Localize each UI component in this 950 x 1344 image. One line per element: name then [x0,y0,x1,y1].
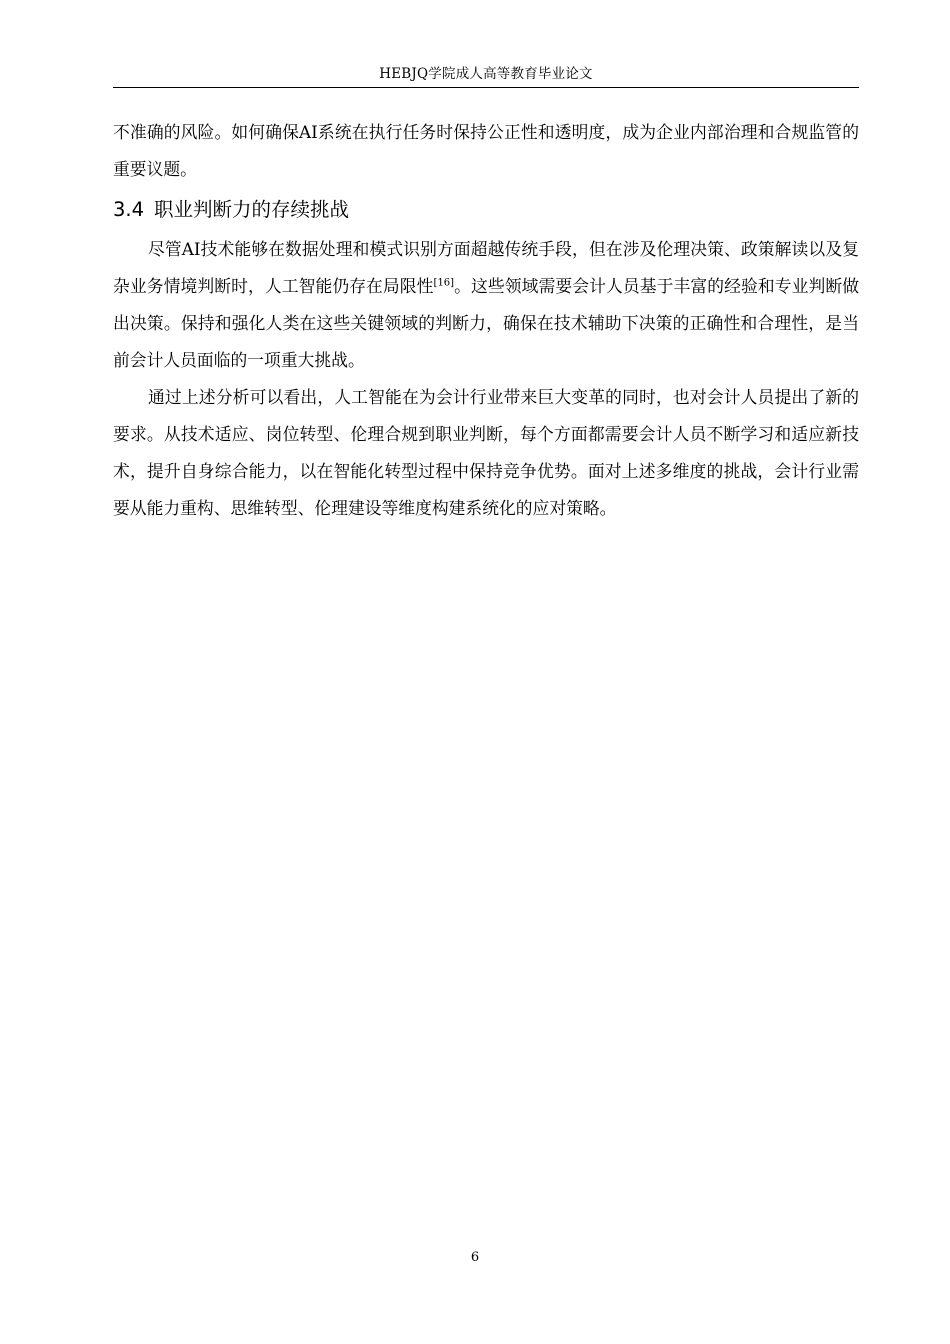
section-heading [113,192,859,228]
page-number: 6 [470,1250,480,1265]
body-text [113,114,859,527]
paragraph-text: 尽管AI技术能够在数据处理和模式识别方面超越传统手段，但在涉及伦理决策、政策解读以及复杂业务情境判断时，人工智能仍存在局限性 [113,239,859,296]
paragraph-judgment-limits [113,231,859,379]
running-header: HEBJQ学院成人高等教育毕业论文 [379,66,593,82]
section-title: 职业判断力的存续挑战 [154,198,350,221]
section-number: 3.4 [113,198,145,221]
citation-reference: [16] [433,277,455,289]
paragraph-summary: 通过上述分析可以看出，人工智能在为会计行业带来巨大变革的同时，也对会计人员提出了新的要求。从技术适应、岗位转型、伦理合规到职业判断，每个方面都需要会计人员不断学习和适应新技术，提升自身综合能力，以在智能化转型过程中保持竞争优势。面对上述多维度的挑战，会计行业需要从能力重构、思维转型、伦理建设等维度构建系统化的应对策略。 [113,387,859,518]
paragraph-text: 。这些领域需要会计人员基于丰富的经验和专业判断做出决策。保持和强化人类在这些关键领域的判断力，确保在技术辅助下决策的正确性和合理性，是当前会计人员面临的一项重大挑战。 [113,276,859,370]
continued-paragraph: 不准确的风险。如何确保AI系统在执行任务时保持公正性和透明度，成为企业内部治理和合规监管的重要议题。 [113,122,859,179]
header-rule [113,87,859,88]
